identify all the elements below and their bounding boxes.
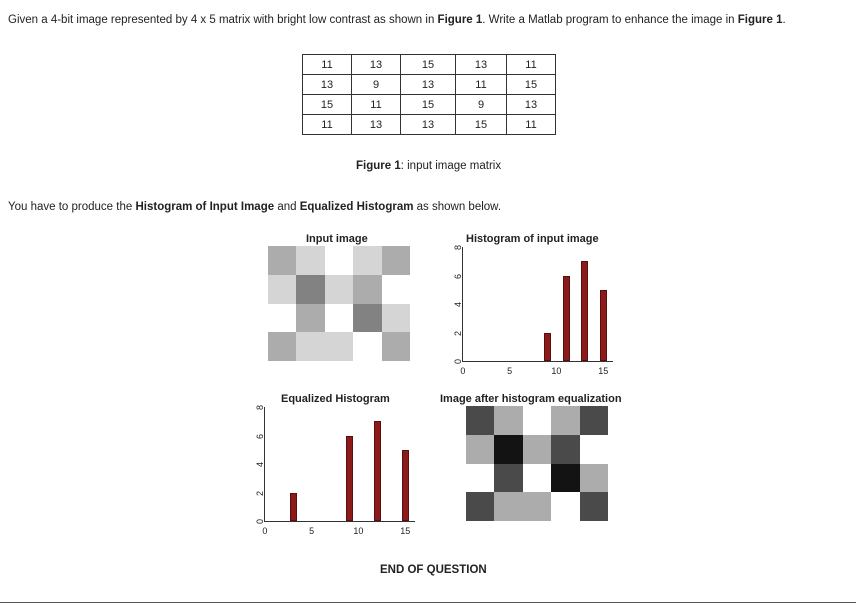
matrix-cell: 15 <box>401 55 456 75</box>
intro-text-2: . Write a Matlab program to enhance the image in <box>482 14 738 26</box>
input-image-title: Input image <box>306 233 368 245</box>
matrix-cell: 11 <box>507 115 556 135</box>
x-tick-label: 15 <box>400 526 411 536</box>
intro-figure-ref-2: Figure 1 <box>737 14 783 26</box>
matrix-cell: 15 <box>456 115 507 135</box>
question-text <box>8 14 786 26</box>
pixel-cell <box>325 246 353 275</box>
output-image-title: Image after histogram equalization <box>440 393 622 405</box>
note-bold-2: Equalized Histogram <box>299 201 414 213</box>
pixel-cell <box>551 435 579 464</box>
pixel-cell <box>466 464 494 493</box>
caption-text: : input image matrix <box>400 160 502 172</box>
matrix-cell: 13 <box>352 55 401 75</box>
end-of-question: END OF QUESTION <box>380 564 487 576</box>
y-tick-label: 4 <box>453 301 463 307</box>
histogram-bar <box>600 290 607 361</box>
pixel-cell <box>382 246 410 275</box>
matrix-cell: 9 <box>352 75 401 95</box>
pixel-cell <box>466 406 494 435</box>
matrix-cell: 15 <box>507 75 556 95</box>
pixel-cell <box>382 275 410 304</box>
pixel-cell <box>296 304 324 333</box>
note-bold-1: Histogram of Input Image <box>135 201 275 213</box>
pixel-cell <box>268 304 296 333</box>
y-tick-label: 6 <box>453 273 463 279</box>
pixel-cell <box>494 464 522 493</box>
intro-text-1: Given a 4-bit image represented by 4 x 5 matrix with bright low contrast as shown in <box>8 14 438 26</box>
y-tick-label: 4 <box>255 461 265 467</box>
pixel-cell <box>296 246 324 275</box>
note-text-3: as shown below. <box>413 201 502 213</box>
output-image <box>466 406 608 521</box>
matrix-cell: 15 <box>401 95 456 115</box>
note-text-2: and <box>274 201 300 213</box>
pixel-cell <box>523 406 551 435</box>
matrix-cell: 13 <box>507 95 556 115</box>
figure-caption <box>356 160 501 172</box>
pixel-cell <box>494 435 522 464</box>
instruction-text <box>8 201 501 213</box>
equalized-histogram-title: Equalized Histogram <box>281 393 390 405</box>
pixel-cell <box>551 492 579 521</box>
matrix-cell: 11 <box>303 115 352 135</box>
matrix-cell: 11 <box>456 75 507 95</box>
x-tick-label: 5 <box>507 366 513 376</box>
pixel-cell <box>353 304 381 333</box>
pixel-cell <box>466 492 494 521</box>
y-tick-label: 8 <box>255 404 265 410</box>
histogram-bar <box>544 333 551 362</box>
histogram-bar <box>346 436 353 522</box>
matrix-row <box>303 115 556 135</box>
caption-bold: Figure 1 <box>356 160 401 172</box>
y-tick-label: 2 <box>453 330 463 336</box>
pixel-cell <box>523 464 551 493</box>
pixel-cell <box>268 246 296 275</box>
matrix-cell: 13 <box>401 115 456 135</box>
matrix-row <box>303 55 556 75</box>
pixel-cell <box>382 304 410 333</box>
y-tick-label: 0 <box>255 518 265 524</box>
pixel-cell <box>580 464 608 493</box>
matrix-cell: 9 <box>456 95 507 115</box>
pixel-cell <box>494 492 522 521</box>
pixel-cell <box>580 406 608 435</box>
input-matrix-table <box>302 54 556 135</box>
x-tick-label: 0 <box>262 526 268 536</box>
histogram-bar <box>290 493 297 522</box>
y-tick-label: 2 <box>255 490 265 496</box>
intro-text-3: . <box>782 14 786 26</box>
x-tick-label: 15 <box>598 366 609 376</box>
pixel-cell <box>551 464 579 493</box>
note-text-1: You have to produce the <box>8 201 136 213</box>
pixel-cell <box>325 332 353 361</box>
pixel-cell <box>551 406 579 435</box>
pixel-cell <box>353 246 381 275</box>
histogram-bar <box>402 450 409 521</box>
pixel-cell <box>466 435 494 464</box>
matrix-cell: 15 <box>303 95 352 115</box>
y-tick-label: 8 <box>453 244 463 250</box>
matrix-row <box>303 75 556 95</box>
matrix-cell: 11 <box>303 55 352 75</box>
matrix-cell: 13 <box>303 75 352 95</box>
equalized-histogram-axes <box>255 404 415 536</box>
pixel-cell <box>353 332 381 361</box>
pixel-cell <box>268 275 296 304</box>
pixel-cell <box>523 492 551 521</box>
matrix-cell: 11 <box>507 55 556 75</box>
pixel-cell <box>580 435 608 464</box>
matrix-row <box>303 95 556 115</box>
pixel-cell <box>382 332 410 361</box>
pixel-cell <box>296 275 324 304</box>
pixel-cell <box>523 435 551 464</box>
pixel-cell <box>580 492 608 521</box>
matrix-cell: 11 <box>352 95 401 115</box>
intro-figure-ref: Figure 1 <box>437 14 483 26</box>
pixel-cell <box>268 332 296 361</box>
histogram-bar <box>374 421 381 521</box>
y-tick-label: 6 <box>255 433 265 439</box>
pixel-cell <box>296 332 324 361</box>
pixel-cell <box>325 304 353 333</box>
histogram-bar <box>581 261 588 361</box>
matrix-cell: 13 <box>456 55 507 75</box>
histogram-input-title: Histogram of input image <box>466 233 599 245</box>
x-tick-label: 10 <box>353 526 364 536</box>
histogram-input-axes <box>453 244 613 376</box>
bottom-divider <box>0 602 856 603</box>
x-tick-label: 10 <box>551 366 562 376</box>
pixel-cell <box>494 406 522 435</box>
x-tick-label: 0 <box>460 366 466 376</box>
y-tick-label: 0 <box>453 358 463 364</box>
x-tick-label: 5 <box>309 526 315 536</box>
histogram-bar <box>563 276 570 362</box>
pixel-cell <box>353 275 381 304</box>
matrix-cell: 13 <box>352 115 401 135</box>
matrix-cell: 13 <box>401 75 456 95</box>
pixel-cell <box>325 275 353 304</box>
input-image <box>268 246 410 361</box>
